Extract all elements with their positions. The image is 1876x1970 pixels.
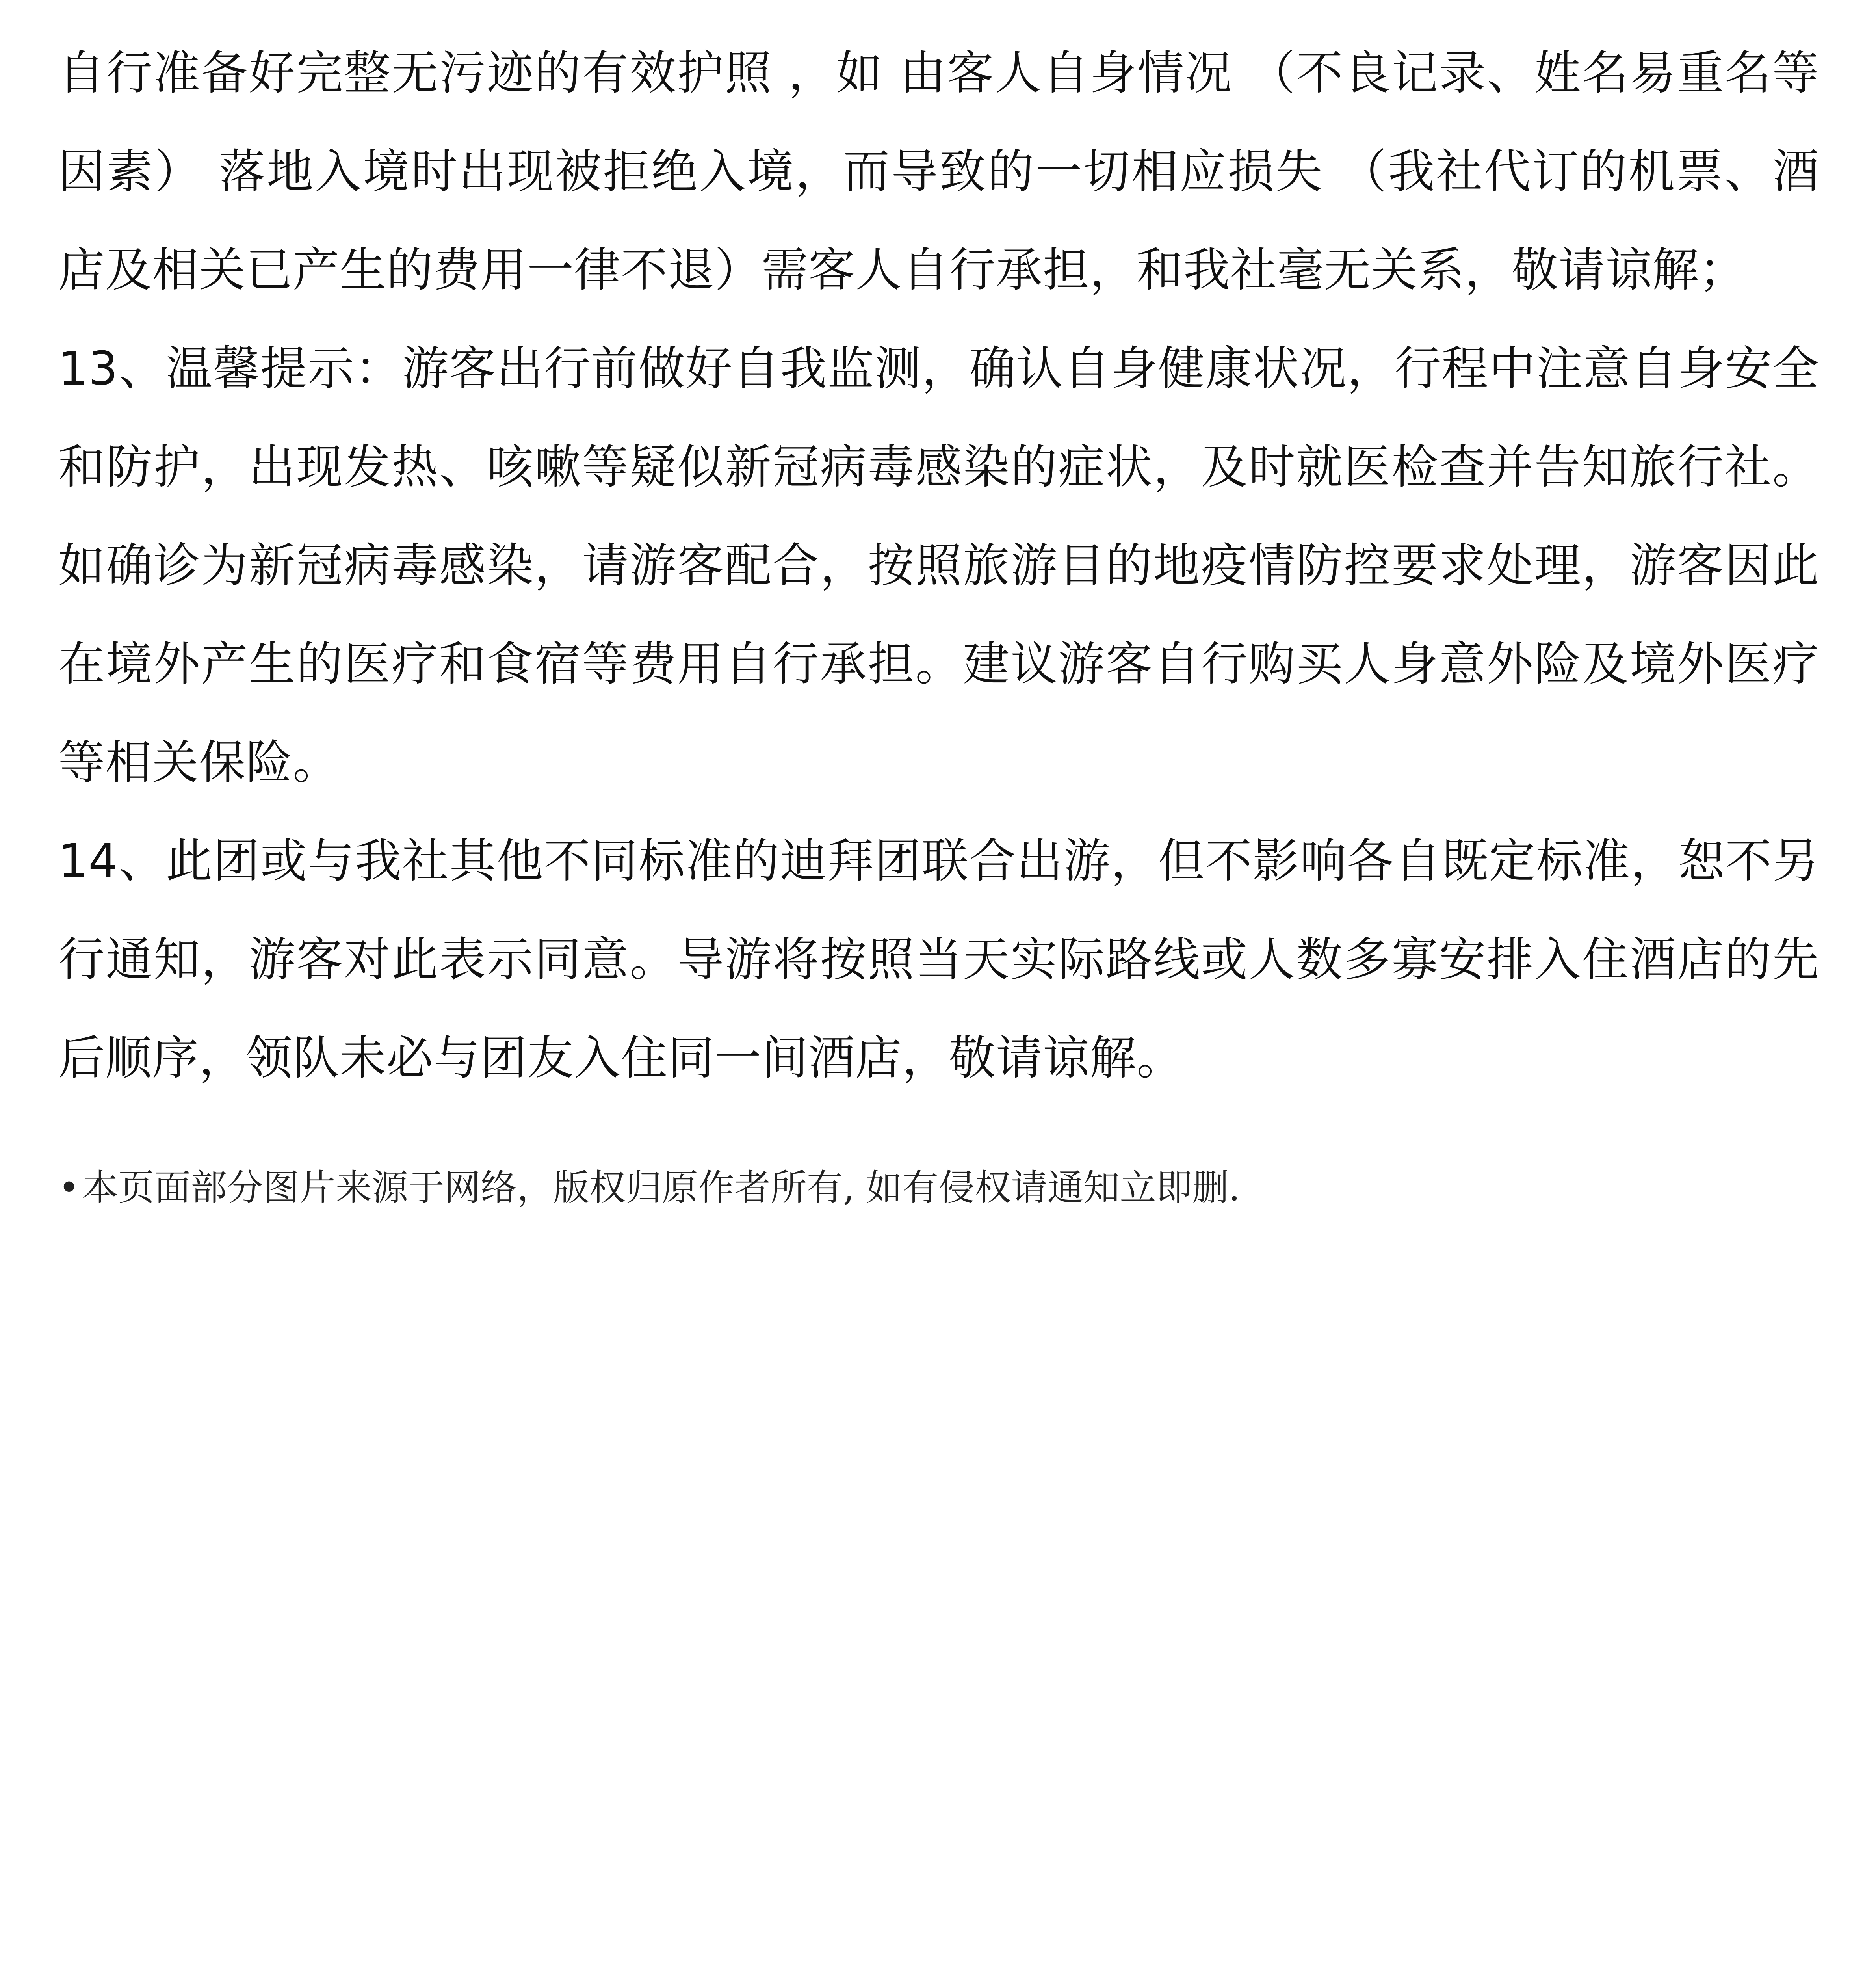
document-page — [58, 24, 1819, 1214]
bullet-icon: • — [58, 1167, 80, 1209]
copyright-footnote — [58, 1162, 1819, 1214]
paragraph-14-joint-tour: 14、此团或与我社其他不同标准的迪拜团联合出游，但不影响各自既定标准，恕不另行通知，游客对此表示同意。导游将按照当天实际路线或人数多寡安排入住酒店的先后顺序，领队未必与团友入住同一间酒店，敬请谅解。 — [58, 834, 1819, 1085]
paragraph-passport-notice: 自行准备好完整无污迹的有效护照 ，如 由客人自身情况 （不良记录、姓名易重名等因素） 落地入境时出现被拒绝入境，而导致的一切相应损失 （我社代订的机票、酒店及相关已产生的费用一律不退）需客人自行承担，和我社毫无关系，敬请谅解； — [58, 46, 1819, 297]
copyright-footnote-text: 本页面部分图片来源于网络，版权归原作者所有, 如有侵权请通知立即删. — [82, 1167, 1240, 1209]
paragraph-13-health-notice: 13、温馨提示：游客出行前做好自我监测，确认自身健康状况，行程中注意自身安全和防护，出现发热、咳嗽等疑似新冠病毒感染的症状，及时就医检查并告知旅行社。 如确诊为新冠病毒感染，请游客配合，按照旅游目的地疫情防控要求处理，游客因此在境外产生的医疗和食宿等费用自行承担。建议游客自行购买人身意外险及境外医疗等相关保险。 — [58, 341, 1819, 790]
